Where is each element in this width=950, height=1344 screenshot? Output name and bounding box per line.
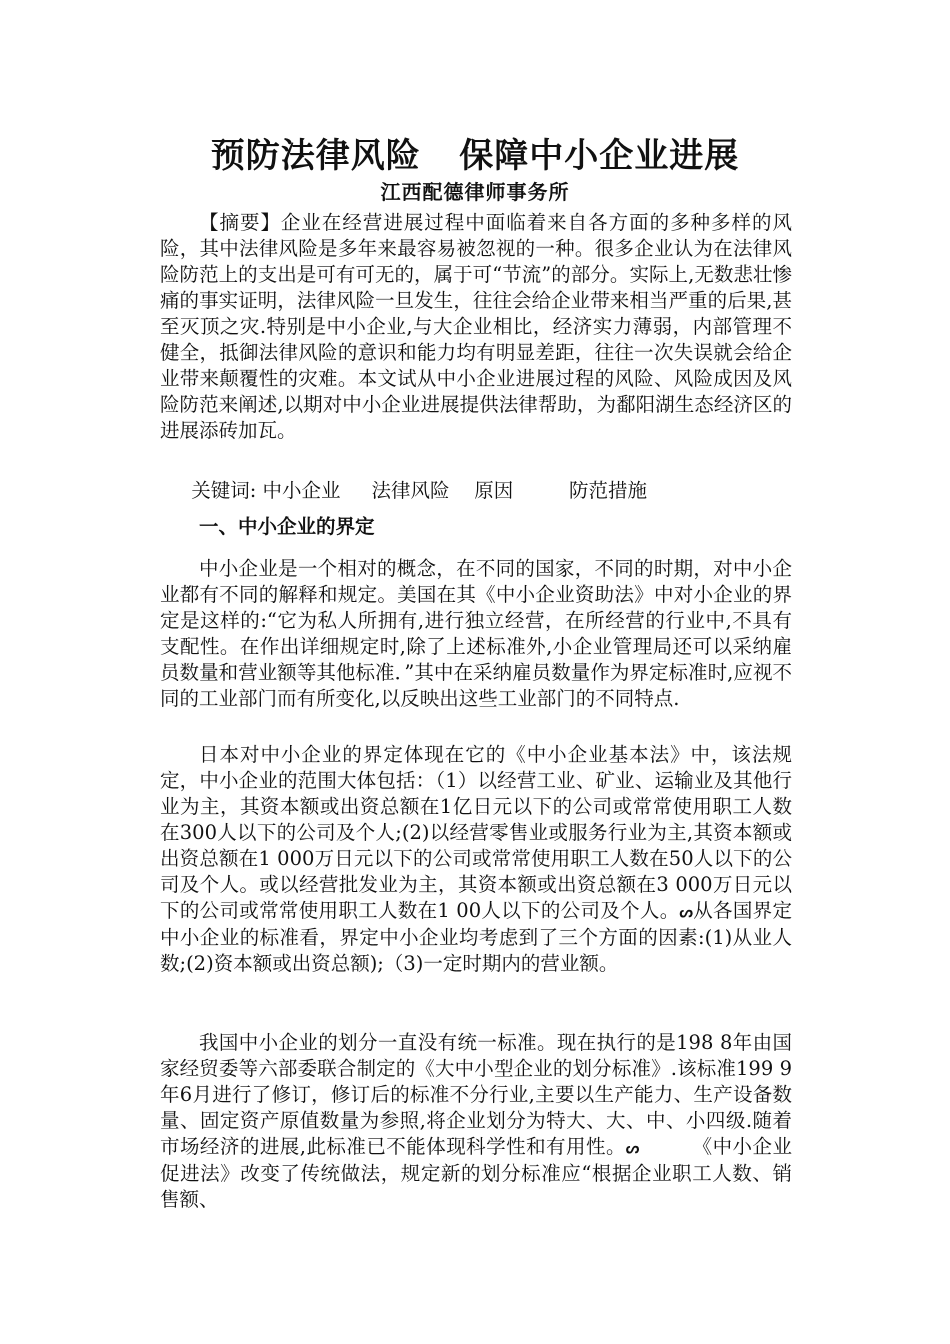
paragraph-text: 日本对中小企业的界定体现在它的《中小企业基本法》中，该法规定，中小企业的范围大体包括：（1）以经营工业、矿业、运输业及其他行业为主，其资本额或出资总额在1亿日元以下的公司或常常使用职工人数在300人以下的公司及个人;(2)以经营零售业或服务行业为主,其资本额或出资总额在1 000万日元以下的公司或常常使用职工人数在50人以下的公司及个人。或以经营批发业为主，其资本额或出资总额在3 000万日元以下的公司或常常使用职工人数在1 00人以下的公司及个人。 (160, 743, 792, 922)
footnote-mark: ᔕ (679, 903, 693, 921)
paragraph-text: 从各国界定中小企业的标准看，界定中小企业均考虑到了三个方面的因素:(1)从业人数;(2)资本额或出资总额);（3)一定时期内的营业额。 (160, 899, 792, 975)
document-title: 预防法律风险 保障中小企业进展 (210, 136, 740, 176)
body-paragraph (160, 742, 792, 977)
document-subtitle: 江西配德律师事务所 (380, 180, 570, 204)
paragraph-text: 我国中小企业的划分一直没有统一标准。现在执行的是198 8年由国家经贸委等六部委联合制定的《大中小型企业的划分标准》.该标准199 9年6月进行了修订，修订后的标准不分行业,主要以生产能力、生产设备数量、固定资产原值数量为参照,将企业划分为特大、大、中、小四级.随着市场经济的进展,此标准已不能体现科学性和有用性。 (160, 1031, 792, 1158)
paragraph-text: 《中小企业促进法》改变了传统做法，规定新的划分标准应“根据企业职工人数、销售额、 (160, 1135, 792, 1211)
keywords-line: 关键词: 中小企业 法律风险 原因 防范措施 (191, 479, 648, 502)
body-paragraph: 中小企业是一个相对的概念，在不同的国家，不同的时期，对中小企业都有不同的解释和规定。美国在其《中小企业资助法》中对小企业的界定是这样的:“它为私人所拥有,进行独立经营，在所经营的行业中,不具有支配性。在作出详细规定时,除了上述标准外,小企业管理局还可以采纳雇员数量和营业额等其他标准．”其中在采纳雇员数量作为界定标准时,应视不同的工业部门而有所变化,以反映出这些工业部门的不同特点. (160, 557, 792, 710)
abstract-paragraph: 【摘要】企业在经营进展过程中面临着来自各方面的多种多样的风险，其中法律风险是多年来最容易被忽视的一种。很多企业认为在法律风险防范上的支出是可有可无的，属于可“节流”的部分。实际上,无数悲壮惨痛的事实证明，法律风险一旦发生，往往会给企业带来相当严重的后果,甚至灭顶之灾.特别是中小企业,与大企业相比，经济实力薄弱，内部管理不健全，抵御法律风险的意识和能力均有明显差距，往往一次失误就会给企业带来颠覆性的灾难。本文试从中小企业进展过程的风险、风险成因及风险防范来阐述,以期对中小企业进展提供法律帮助，为鄱阳湖生态经济区的进展添砖加瓦。 (160, 211, 792, 442)
section-heading: 一、中小企业的界定 (199, 515, 375, 538)
footnote-mark: ᔕ (625, 1139, 640, 1157)
body-paragraph (160, 1030, 792, 1213)
